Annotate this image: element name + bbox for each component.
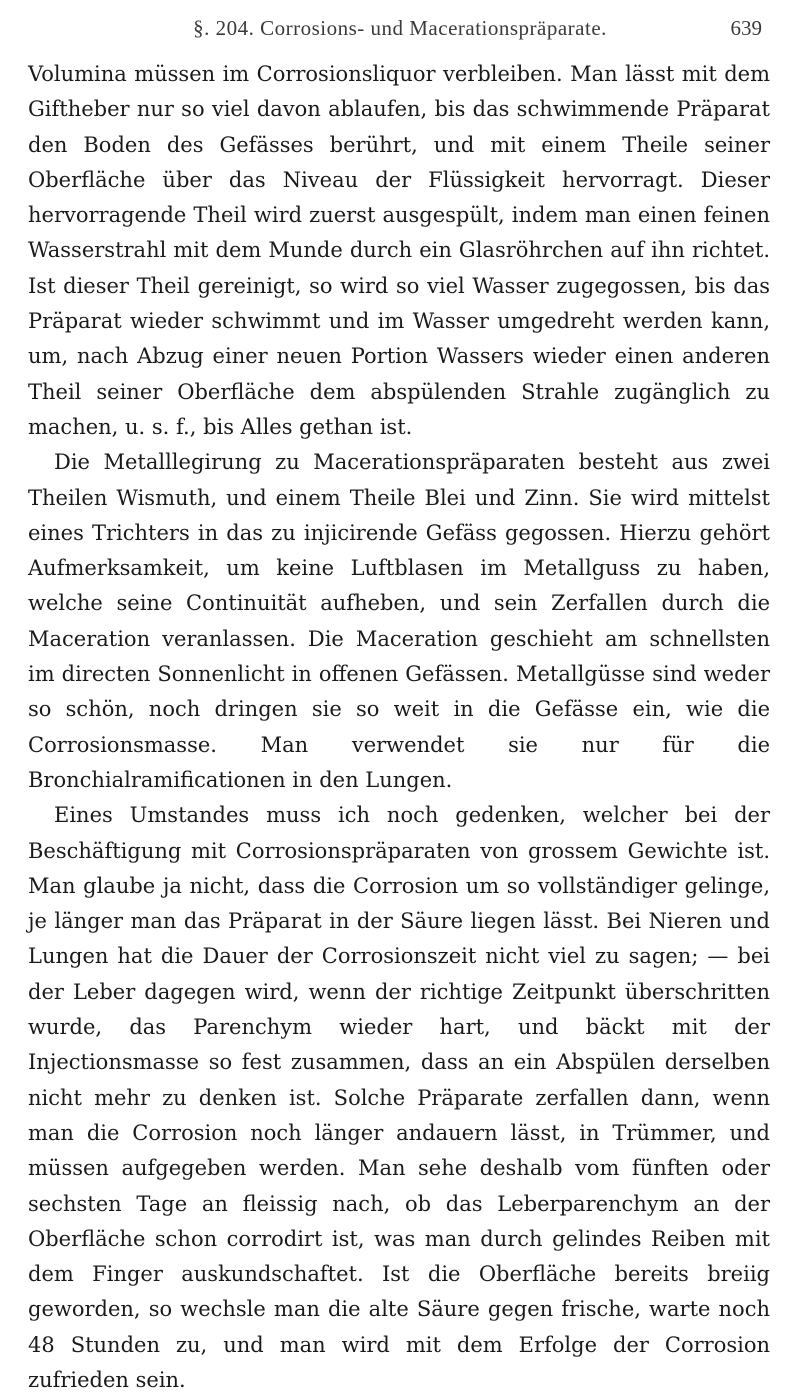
paragraph-continued: Volumina müssen im Corrosionsliquor verbleiben. Man lässt mit dem Giftheber nur so viel davon ablaufen, bis das schwimmende Präparat den Boden des Gefässes berührt, und mit einem Theile seiner Oberfläche über das Niveau der Flüssigkeit hervorragt. Dieser hervorragende Theil wird zuerst ausgespült, indem man einen feinen Wasserstrahl mit dem Munde durch ein Glasröhrchen auf ihn richtet. Ist dieser Theil gereinigt, so wird so viel Wasser zugegossen, bis das Präparat wieder schwimmt und im Wasser umgedreht werden kann, um, nach Abzug einer neuen Portion Wassers wieder einen anderen Theil seiner Oberfläche dem abspülenden Strahle zugänglich zu machen, u. s. f., bis Alles gethan ist. — [28, 62, 770, 439]
paragraph-corrosion-time: Eines Umstandes muss ich noch gedenken, welcher bei der Beschäftigung mit Corrosionspräparaten von grossem Gewichte ist. Man glaube ja nicht, dass die Corrosion um so vollständiger gelinge, je länger man das Präparat in der Säure liegen lässt. Bei Nieren und Lungen hat die Dauer der Corrosionszeit nicht viel zu sagen; — bei der Leber dagegen wird, wenn der richtige Zeitpunkt überschritten wurde, das Parenchym wieder hart, und bäckt mit der Injectionsmasse so fest zusammen, dass an ein Abspülen derselben nicht mehr zu denken ist. Solche Präparate zerfallen dann, wenn man die Corrosion noch länger andauern lässt, in Trümmer, und müssen aufgegeben werden. Man sehe deshalb vom fünften oder sechsten Tage an fleissig nach, ob das Leberparenchym an der Oberfläche schon corrodirt ist, was man durch gelindes Reiben mit dem Finger auskundschaftet. Ist die Oberfläche bereits breiig geworden, so wechsle man die alte Säure gegen frische, warte noch 48 Stunden zu, und man wird mit dem Erfolge der Corrosion zufrieden sein. — [28, 803, 770, 1392]
paragraph-metal-alloy: Die Metalllegirung zu Macerationspräparaten besteht aus zwei Theilen Wismuth, und einem Theile Blei und Zinn. Sie wird mittelst eines Trichters in das zu injicirende Gefäss gegossen. Hierzu gehört Aufmerksamkeit, um keine Luftblasen im Metallguss zu haben, welche seine Continuität aufheben, und sein Zerfallen durch die Maceration veranlassen. Die Maceration geschieht am schnellsten im directen Sonnenlicht in offenen Gefässen. Metallgüsse sind weder so schön, noch dringen sie so weit in die Gefässe ein, wie die Corrosionsmasse. Man verwendet sie nur für die Bronchialramificationen in den Lungen. — [28, 450, 770, 792]
body-text — [28, 57, 770, 1398]
running-header — [0, 12, 800, 42]
page-number: 639 — [730, 16, 762, 40]
section-header: §. 204. Corrosions- und Macerationspräparate. — [193, 16, 607, 40]
